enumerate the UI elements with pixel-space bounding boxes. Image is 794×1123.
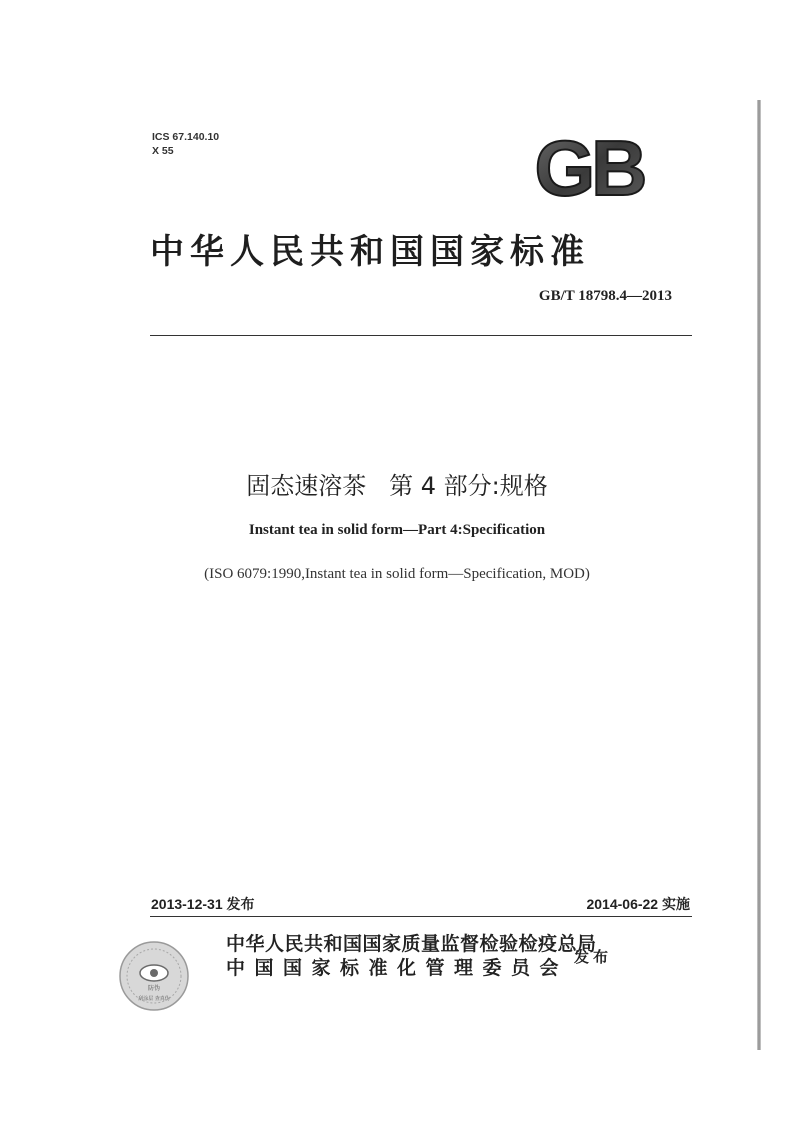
gb-logo-text: GB (534, 133, 644, 201)
standard-category-title: 中华人民共和国国家标准 (150, 232, 590, 272)
ics-code: ICS 67.140.10 (152, 131, 220, 143)
implementation-date: 2014-06-22 实施 (586, 896, 690, 912)
publish-label: 发布 (574, 948, 613, 966)
issue-date: 2013-12-31 发布 (151, 896, 255, 912)
anti-counterfeit-stamp-icon (118, 940, 190, 1012)
stamp-bottom-text: 刮涂层 查真伪 (138, 996, 170, 1002)
stamp-center-text: 防伪 (147, 985, 161, 992)
issuing-authorities (226, 932, 597, 980)
gb-logo (522, 133, 656, 201)
standard-number: GB/T 18798.4—2013 (538, 288, 672, 304)
document-title-cn: 固态速溶茶 第 4 部分:规格 (246, 472, 548, 500)
bottom-divider (150, 916, 692, 917)
top-divider (150, 335, 692, 336)
document-title-en: Instant tea in solid form—Part 4:Specification (248, 522, 546, 538)
issuer-aqsiq: 中华人民共和国国家质量监督检验检疫总局 (226, 933, 597, 955)
classification-codes (152, 130, 219, 158)
issuer-sac: 中国国家标准化管理委员会 (226, 957, 569, 979)
iso-reference: (ISO 6079:1990,Instant tea in solid form—Specification, MOD) (204, 566, 590, 582)
ccs-code: X 55 (152, 145, 174, 157)
